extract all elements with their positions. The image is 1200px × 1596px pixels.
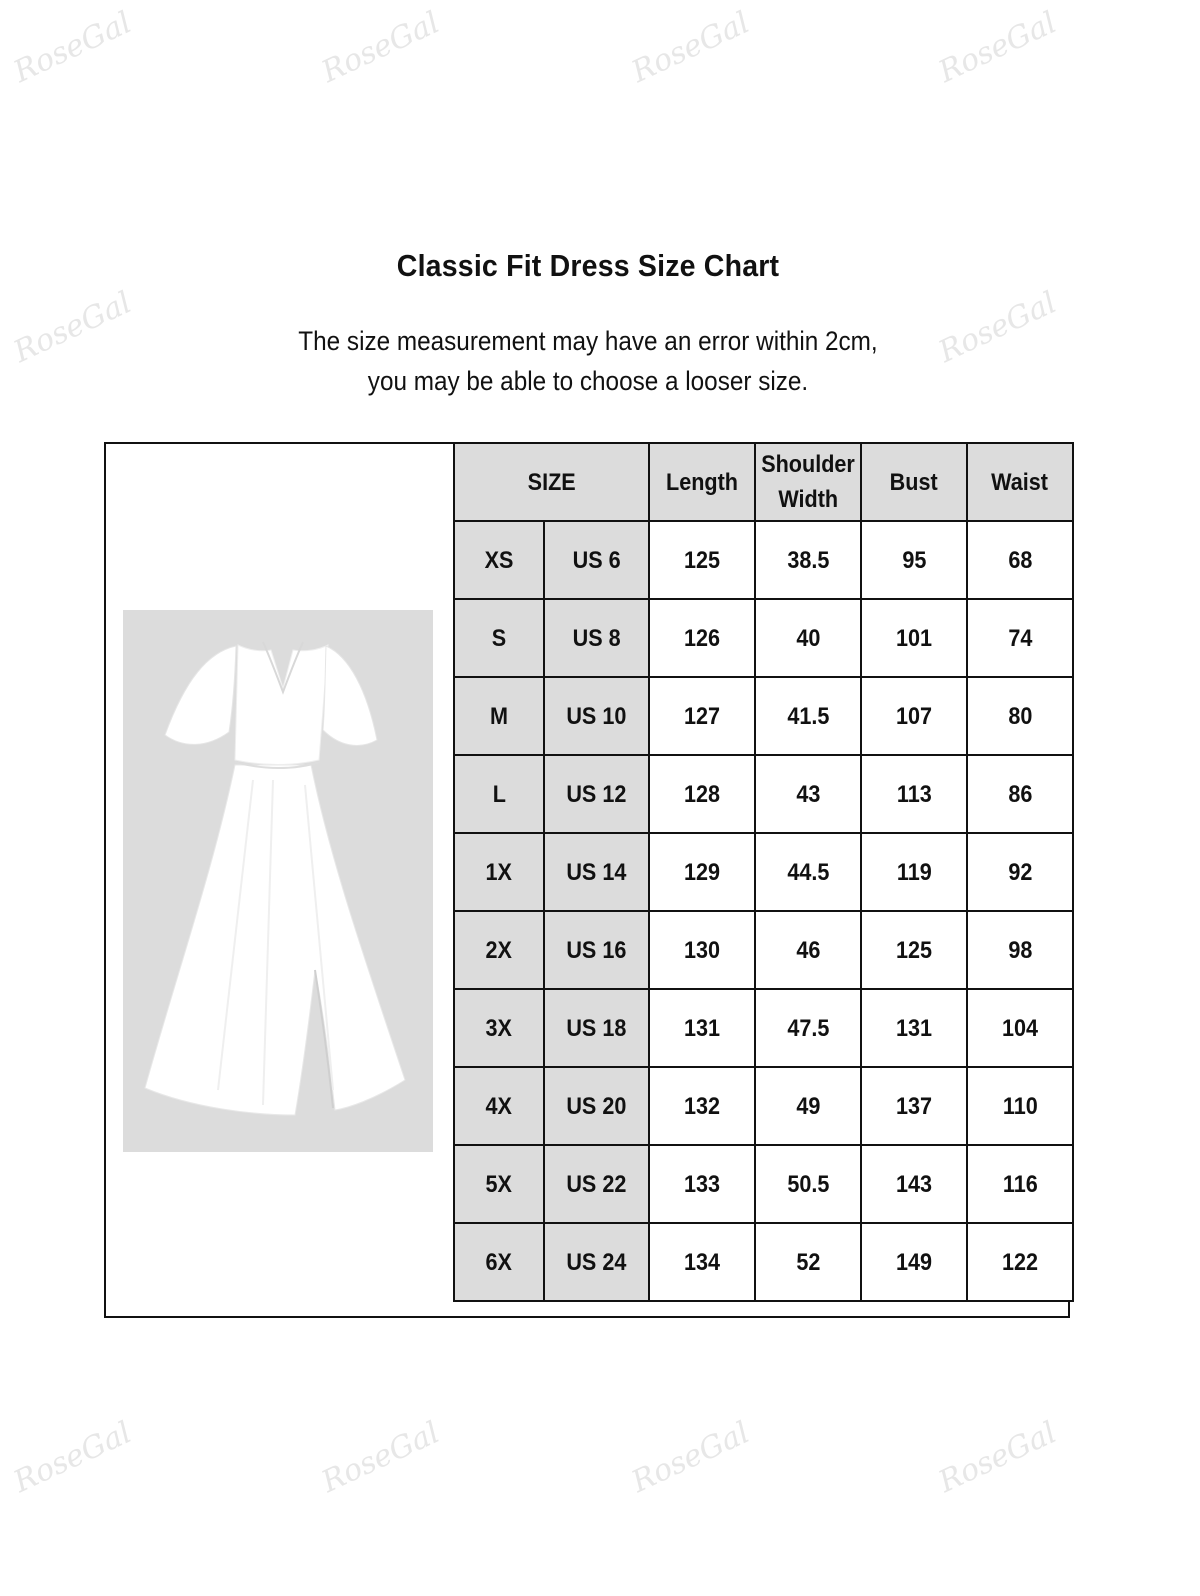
- length-value: 132: [649, 1067, 755, 1145]
- waist-value: 110: [967, 1067, 1073, 1145]
- bust-value: 95: [861, 521, 967, 599]
- bust-value: 137: [861, 1067, 967, 1145]
- us-size-label: US 10: [544, 677, 649, 755]
- waist-value: 92: [967, 833, 1073, 911]
- us-size-label: US 12: [544, 755, 649, 833]
- page-title: Classic Fit Dress Size Chart: [396, 248, 780, 283]
- table-row: [454, 755, 1073, 833]
- size-label: L: [454, 755, 544, 833]
- shoulder-width-value: 41.5: [755, 677, 861, 755]
- length-value: 125: [649, 521, 755, 599]
- bust-value: 119: [861, 833, 967, 911]
- length-value: 126: [649, 599, 755, 677]
- header-size: SIZE: [454, 443, 649, 521]
- us-size-label: US 6: [544, 521, 649, 599]
- shoulder-width-value: 38.5: [755, 521, 861, 599]
- subtitle-line-2: you may be able to choose a looser size.: [367, 366, 809, 396]
- size-label: S: [454, 599, 544, 677]
- shoulder-width-value: 40: [755, 599, 861, 677]
- waist-value: 104: [967, 989, 1073, 1067]
- table-row: [454, 599, 1073, 677]
- length-value: 127: [649, 677, 755, 755]
- bust-value: 131: [861, 989, 967, 1067]
- shoulder-width-value: 47.5: [755, 989, 861, 1067]
- waist-value: 68: [967, 521, 1073, 599]
- waist-value: 122: [967, 1223, 1073, 1301]
- size-label: 6X: [454, 1223, 544, 1301]
- header-shoulder-width: Shoulder Width: [755, 443, 861, 521]
- table-row: [454, 677, 1073, 755]
- table-row: [454, 911, 1073, 989]
- watermark: RoseGal: [8, 1415, 137, 1500]
- size-label: XS: [454, 521, 544, 599]
- subtitle-line-1: The size measurement may have an error within 2cm,: [298, 326, 878, 356]
- waist-value: 98: [967, 911, 1073, 989]
- table-header-row: [454, 443, 1073, 521]
- waist-value: 116: [967, 1145, 1073, 1223]
- size-label: 4X: [454, 1067, 544, 1145]
- size-label: M: [454, 677, 544, 755]
- us-size-label: US 8: [544, 599, 649, 677]
- us-size-label: US 20: [544, 1067, 649, 1145]
- table-row: [454, 1067, 1073, 1145]
- size-label: 5X: [454, 1145, 544, 1223]
- us-size-label: US 22: [544, 1145, 649, 1223]
- watermark: RoseGal: [8, 5, 137, 90]
- watermark: RoseGal: [933, 5, 1062, 90]
- size-label: 3X: [454, 989, 544, 1067]
- table-row: [454, 989, 1073, 1067]
- bust-value: 107: [861, 677, 967, 755]
- watermark: RoseGal: [933, 285, 1062, 370]
- table-row: [454, 521, 1073, 599]
- dress-image: [123, 610, 433, 1152]
- size-label: 1X: [454, 833, 544, 911]
- shoulder-width-value: 43: [755, 755, 861, 833]
- bust-value: 125: [861, 911, 967, 989]
- header-bust: Bust: [861, 443, 967, 521]
- length-value: 133: [649, 1145, 755, 1223]
- watermark: RoseGal: [933, 1415, 1062, 1500]
- watermark: RoseGal: [626, 5, 755, 90]
- table-row: [454, 1145, 1073, 1223]
- waist-value: 80: [967, 677, 1073, 755]
- bust-value: 101: [861, 599, 967, 677]
- header-waist: Waist: [967, 443, 1073, 521]
- us-size-label: US 18: [544, 989, 649, 1067]
- shoulder-width-value: 44.5: [755, 833, 861, 911]
- table-row: [454, 1223, 1073, 1301]
- size-label: 2X: [454, 911, 544, 989]
- length-value: 128: [649, 755, 755, 833]
- shoulder-width-value: 50.5: [755, 1145, 861, 1223]
- waist-value: 74: [967, 599, 1073, 677]
- length-value: 134: [649, 1223, 755, 1301]
- shoulder-width-value: 52: [755, 1223, 861, 1301]
- length-value: 130: [649, 911, 755, 989]
- header-length: Length: [649, 443, 755, 521]
- us-size-label: US 24: [544, 1223, 649, 1301]
- shoulder-width-value: 46: [755, 911, 861, 989]
- watermark: RoseGal: [316, 1415, 445, 1500]
- us-size-label: US 16: [544, 911, 649, 989]
- bust-value: 143: [861, 1145, 967, 1223]
- size-table: [453, 442, 1074, 1302]
- white-dress-icon: [123, 610, 433, 1152]
- us-size-label: US 14: [544, 833, 649, 911]
- length-value: 131: [649, 989, 755, 1067]
- length-value: 129: [649, 833, 755, 911]
- table-row: [454, 833, 1073, 911]
- bust-value: 113: [861, 755, 967, 833]
- watermark: RoseGal: [626, 1415, 755, 1500]
- bust-value: 149: [861, 1223, 967, 1301]
- watermark: RoseGal: [8, 285, 137, 370]
- waist-value: 86: [967, 755, 1073, 833]
- shoulder-width-value: 49: [755, 1067, 861, 1145]
- watermark: RoseGal: [316, 5, 445, 90]
